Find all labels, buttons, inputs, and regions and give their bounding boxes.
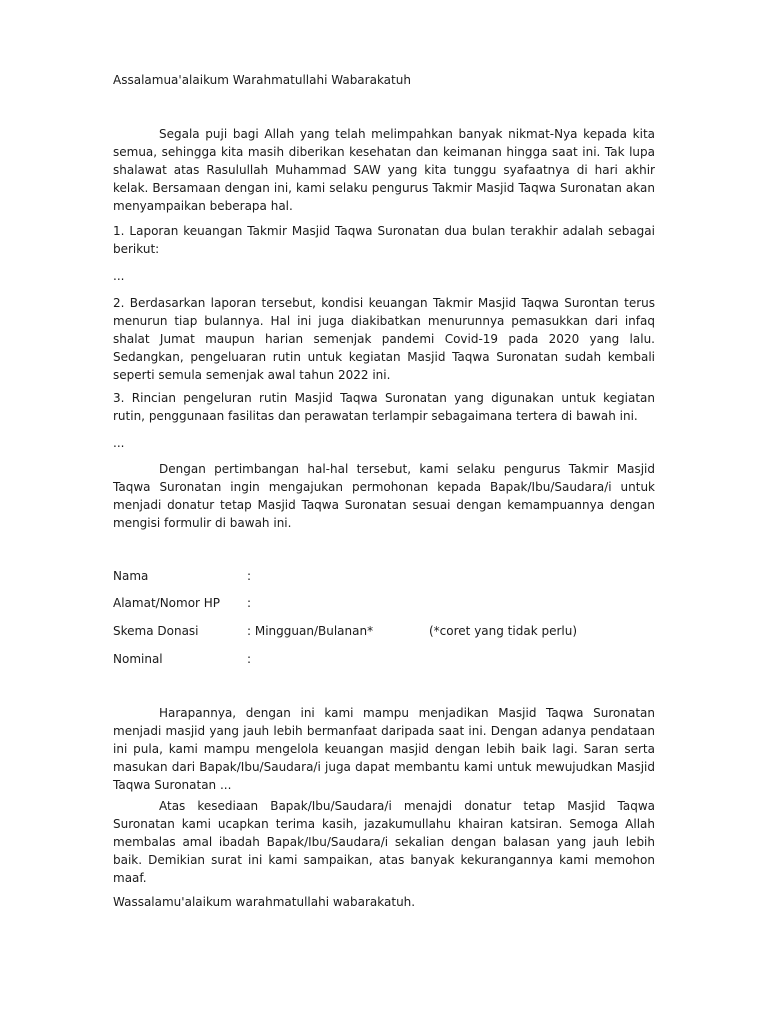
opening-paragraph: Segala puji bagi Allah yang telah melimpahkan banyak nikmat-Nya kepada kita semua, sehingga kita masih diberikan kesehatan dan keimanan hingga saat ini. Tak lupa shalawat atas Rasulullah Muhammad SAW yang kita tunggu syafaatnya di hari akhir kelak. Bersamaan dengan ini, kami selaku pengurus Takmir Masjid Taqwa Suronatan akan menyampaikan beberapa hal. <box>113 127 655 213</box>
request-paragraph: Dengan pertimbangan hal-hal tersebut, kami selaku pengurus Takmir Masjid Taqwa Suronatan ingin mengajukan permohonan kepada Bapak/Ibu/Saudara/i untuk menjadi donatur tetap Masjid Taqwa Suronatan sesuai dengan kemampuannya dengan mengisi formulir di bawah ini. <box>113 462 655 530</box>
form-value: : <box>247 569 252 583</box>
thanks-paragraph: Atas kesediaan Bapak/Ibu/Saudara/i menajdi donatur tetap Masjid Taqwa Suronatan kami ucapkan terima kasih, jazakumullahu khairan katsiran. Semoga Allah membalas amal ibadah Bapak/Ibu/Saudara/i sekalian dengan balasan yang jauh lebih baik. Demikian surat ini kami sampaikan, atas banyak kekurangannya kami memohon maaf. <box>113 799 655 885</box>
form-value: : <box>247 596 252 610</box>
form-row-alamat <box>113 594 673 612</box>
form-label: Skema Donasi <box>113 624 199 638</box>
ellipsis-1: ... <box>113 269 125 283</box>
form-label: Nama <box>113 569 149 583</box>
point-3: 3. Rincian pengeluran rutin Masjid Taqwa Suronatan yang digunakan untuk kegiatan rutin, penggunaan fasilitas dan perawatan terlampir sebagaimana tertera di bawah ini. <box>113 391 655 423</box>
form-row-nominal <box>113 650 673 668</box>
form-value: : Mingguan/Bulanan* <box>247 624 374 638</box>
form-note: (*coret yang tidak perlu) <box>429 624 578 638</box>
point-1: 1. Laporan keuangan Takmir Masjid Taqwa Suronatan dua bulan terakhir adalah sebagai berikut: <box>113 224 655 256</box>
closing: Wassalamu'alaikum warahmatullahi wabarakatuh. <box>113 895 416 909</box>
form-label: Nominal <box>113 652 163 666</box>
greeting: Assalamua'alaikum Warahmatullahi Wabarakatuh <box>113 73 411 87</box>
point-2: 2. Berdasarkan laporan tersebut, kondisi keuangan Takmir Masjid Taqwa Surontan terus menurun tiap bulannya. Hal ini juga diakibatkan menurunnya pemasukkan dari infaq shalat Jumat maupun harian semenjak pandemi Covid-19 pada 2020 yang lalu. Sedangkan, pengeluaran rutin untuk kegiatan Masjid Taqwa Suronatan sudah kembali seperti semula semenjak awal tahun 2022 ini. <box>113 296 655 382</box>
form-row-nama <box>113 567 673 585</box>
form-value: : <box>247 652 252 666</box>
ellipsis-2: ... <box>113 436 125 450</box>
form-label: Alamat/Nomor HP <box>113 596 221 610</box>
hope-paragraph: Harapannya, dengan ini kami mampu menjadikan Masjid Taqwa Suronatan menjadi masjid yang jauh lebih bermanfaat daripada saat ini. Dengan adanya pendataan ini pula, kami mampu mengelola keuangan masjid dengan lebih baik lagi. Saran serta masukan dari Bapak/Ibu/Saudara/i juga dapat membantu kami untuk mewujudkan Masjid Taqwa Suronatan ... <box>113 706 655 792</box>
form-row-skema <box>113 622 673 640</box>
